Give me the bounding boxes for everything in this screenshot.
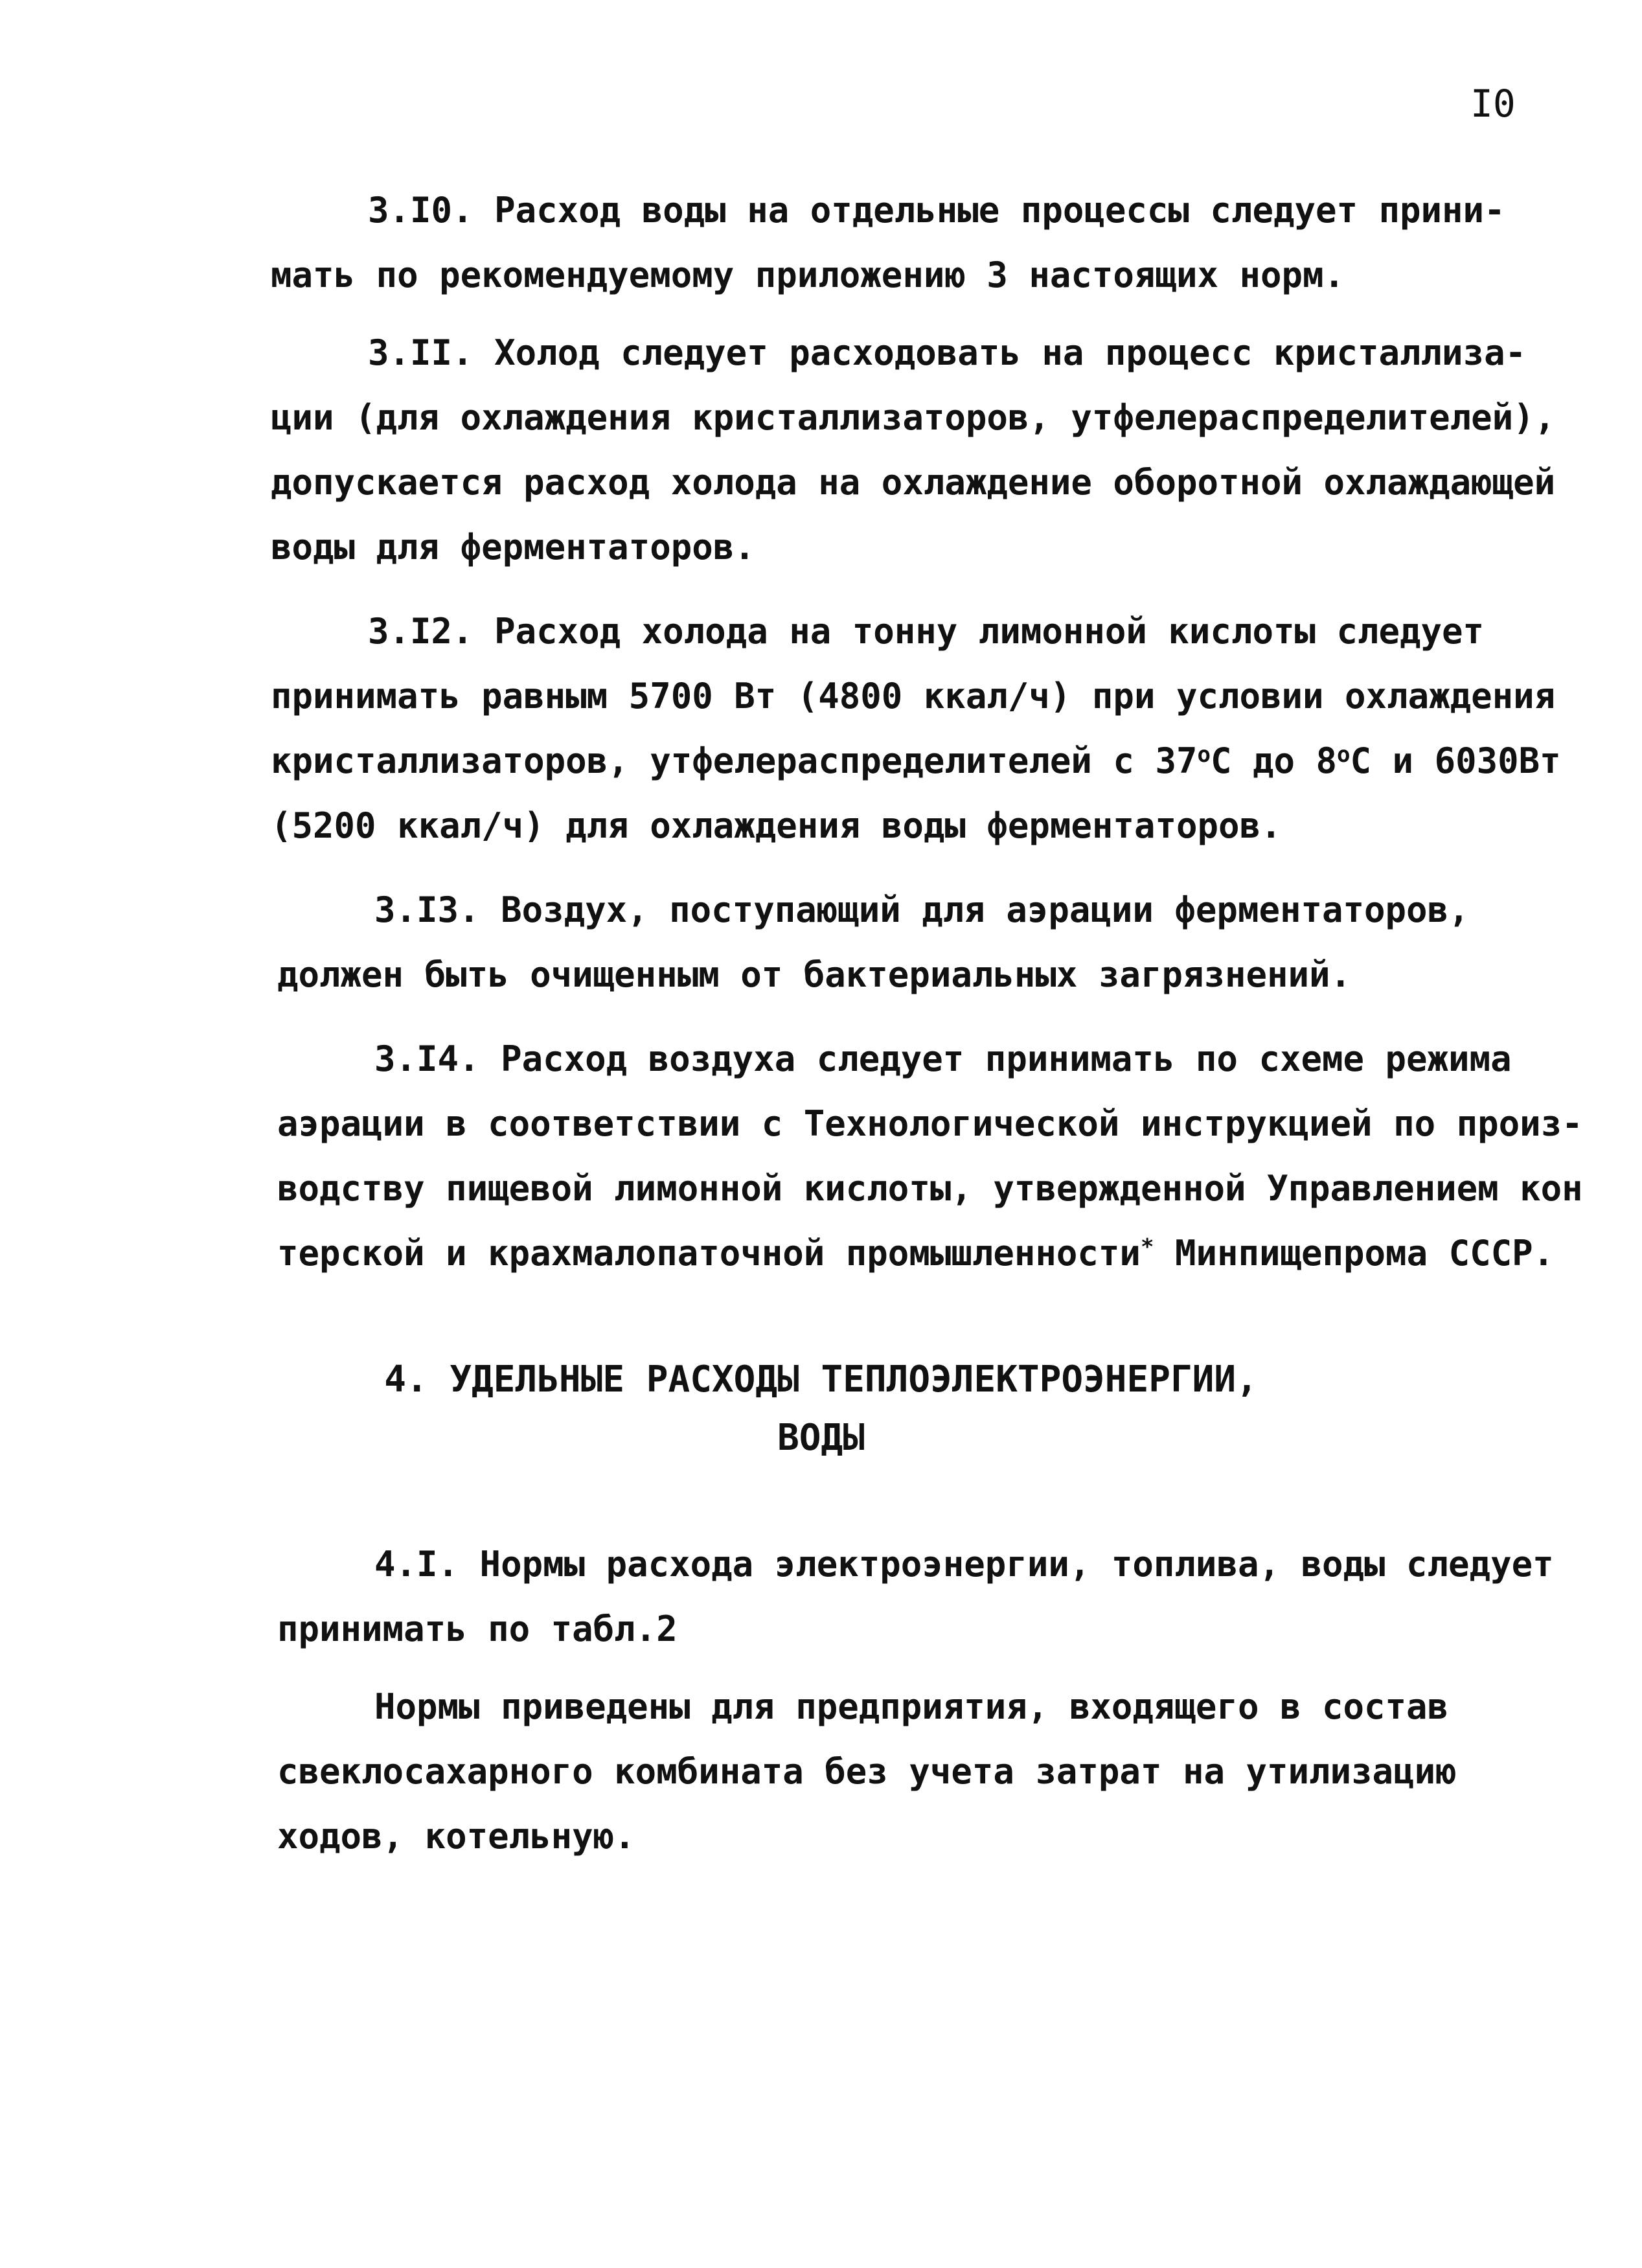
text-line: 3.I2. Расход холода на тонну лимонной кислоты следует	[368, 611, 1485, 652]
section-heading: 4. УДЕЛЬНЫЕ РАСХОДЫ ТЕПЛОЭЛЕКТРОЭНЕРГИИ,	[384, 1358, 1258, 1401]
text-line: 3.I3. Воздух, поступающий для аэрации ферментаторов,	[374, 889, 1470, 930]
page-number: I0	[1470, 82, 1516, 126]
text-line: мать по рекомендуемому приложению 3 настоящих норм.	[271, 255, 1345, 295]
text-segment: С и 6030Вт	[1350, 740, 1561, 781]
text-line: водству пищевой лимонной кислоты, утвержденной Управлением кон	[277, 1168, 1583, 1209]
text-line: должен быть очищенным от бактериальных загрязнений.	[277, 954, 1352, 995]
text-line: воды для ферментаторов.	[271, 527, 755, 567]
text-line: ходов, котельную.	[277, 1816, 635, 1857]
text-line: 3.I4. Расход воздуха следует принимать по схеме режима	[374, 1038, 1512, 1079]
text-line: 3.II. Холод следует расходовать на процесс кристаллиза-	[368, 332, 1527, 373]
text-line	[271, 735, 1561, 787]
text-line: 3.I0. Расход воды на отдельные процессы следует прини-	[368, 190, 1505, 231]
degree-sign: о	[1337, 742, 1351, 768]
text-line: (5200 ккал/ч) для охлаждения воды ферментаторов.	[271, 805, 1282, 846]
text-line: Нормы приведены для предприятия, входящего в состав	[374, 1686, 1449, 1727]
text-line: допускается расход холода на охлаждение оборотной охлаждающей	[271, 462, 1556, 503]
degree-sign: о	[1197, 742, 1211, 768]
section-heading: ВОДЫ	[777, 1417, 865, 1459]
text-line: принимать равным 5700 Вт (4800 ккал/ч) при условии охлаждения	[271, 676, 1556, 716]
text-line: ции (для охлаждения кристаллизаторов, утфелераспределителей),	[271, 397, 1556, 438]
text-segment: С до 8	[1210, 740, 1338, 781]
text-segment: кристаллизаторов, утфелераспределителей с 37	[271, 740, 1198, 781]
text-line: принимать по табл.2	[277, 1609, 678, 1649]
text-line: свеклосахарного комбината без учета затрат на утилизацию	[277, 1751, 1457, 1792]
text-line: 4.I. Нормы расхода электроэнергии, топлива, воды следует	[374, 1544, 1554, 1585]
footnote-marker: *	[1140, 1234, 1154, 1260]
text-segment: терской и крахмалопаточной промышленности	[277, 1233, 1141, 1274]
text-line: аэрации в соответствии с Технологической инструкцией по произ-	[277, 1103, 1583, 1144]
text-segment: Минпищепрома СССР.	[1154, 1233, 1555, 1274]
text-line	[277, 1228, 1554, 1279]
